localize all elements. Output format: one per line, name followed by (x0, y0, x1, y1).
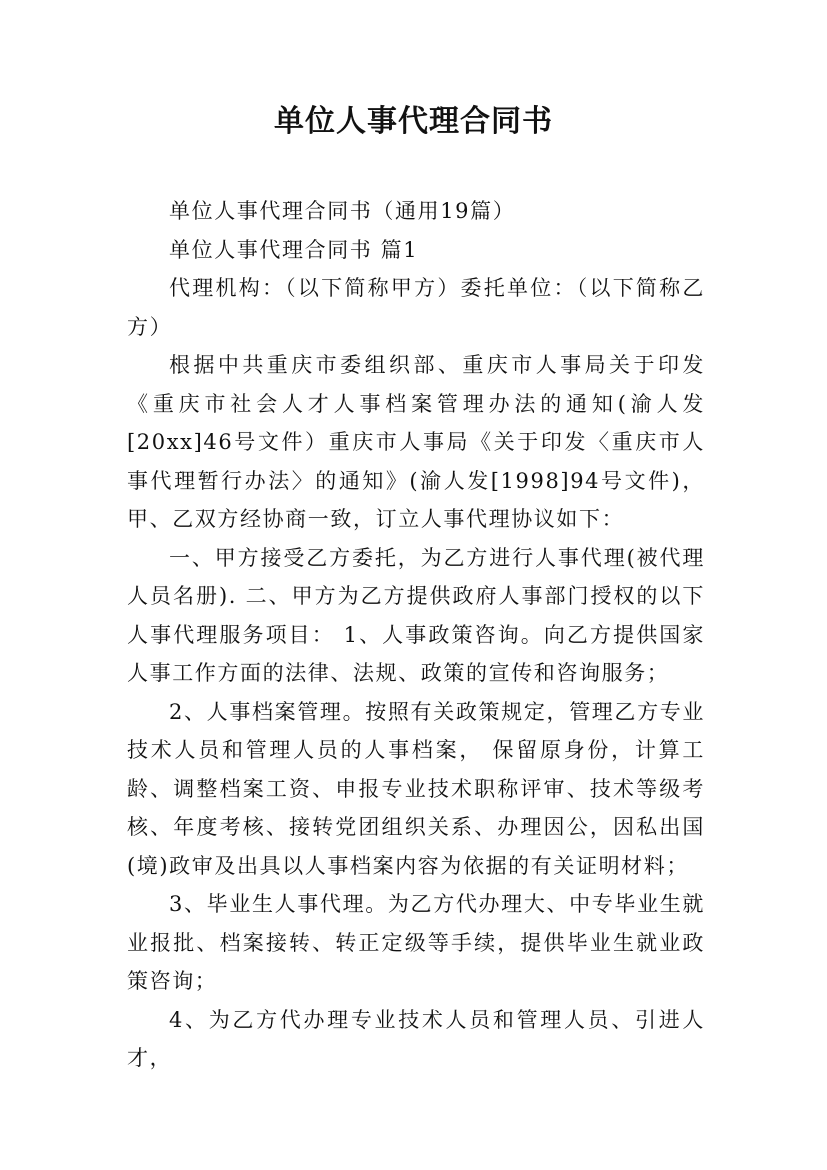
document-body (127, 192, 705, 1078)
paragraph-basis: 根据中共重庆市委组织部、重庆市人事局关于印发《重庆市社会人才人事档案管理办法的通知(渝人发[20xx]46号文件）重庆市人事局《关于印发〈重庆市人事代理暂行办法〉的通知》(渝人发[1998]94号文件)，甲、乙双方经协商一致，订立人事代理协议如下： (127, 353, 705, 531)
document-title: 单位人事代理合同书 (274, 104, 553, 139)
paragraph-parties: 代理机构：（以下简称甲方）委托单位：（以下简称乙方） (127, 276, 705, 339)
paragraph-clause-1: 一、甲方接受乙方委托，为乙方进行人事代理(被代理人员名册). 二、甲方为乙方提供政府人事部门授权的以下人事代理服务项目： 1、人事政策咨询。向乙方提供国家人事工作方面的法律、法规、政策的宣传和咨询服务； (127, 545, 705, 685)
paragraph-clause-4: 4、为乙方代办理专业技术人员和管理人员、引进人才， (127, 1007, 705, 1070)
paragraph-section-heading: 单位人事代理合同书 篇1 (169, 237, 419, 262)
paragraph-clause-3: 3、毕业生人事代理。为乙方代办理大、中专毕业生就业报批、档案接转、转正定级等手续，提供毕业生就业政策咨询； (127, 892, 705, 993)
paragraph-subtitle: 单位人事代理合同书（通用19篇） (169, 199, 516, 223)
paragraph-clause-2: 2、人事档案管理。按照有关政策规定，管理乙方专业技术人员和管理人员的人事档案， 保留原身份，计算工龄、调整档案工资、申报专业技术职称评审、技术等级考核、年度考核、接转党团组织关系、办理因公，因私出国(境)政审及出具以人事档案内容为依据的有关证明材料； (127, 699, 705, 878)
